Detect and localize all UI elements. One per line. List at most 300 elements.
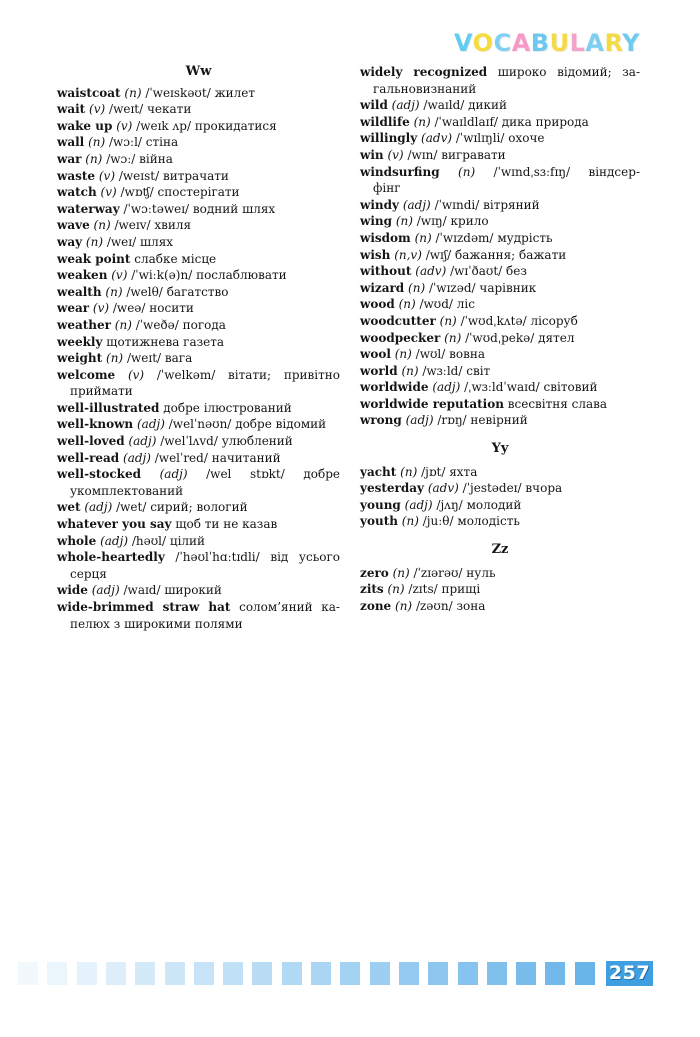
translation: нуль (466, 565, 496, 580)
part-of-speech: (n) (395, 214, 413, 229)
part-of-speech: (n) (85, 234, 103, 249)
transcription: /ˈwʊdˌkʌtə/ (460, 313, 527, 328)
transcription: /weɪv/ (114, 218, 151, 233)
part-of-speech: (n) (444, 330, 462, 345)
headword: wet (57, 500, 81, 515)
headword: youth (360, 514, 398, 529)
strip-square (252, 962, 272, 985)
headword: wizard (360, 280, 405, 295)
part-of-speech: (n) (414, 230, 432, 245)
entry-line (57, 317, 340, 334)
part-of-speech: (n) (394, 347, 412, 362)
vocab-entry (360, 230, 640, 247)
part-of-speech: (v) (100, 185, 117, 200)
part-of-speech: (adj) (128, 434, 157, 449)
strip-square (428, 962, 448, 985)
transcription: /weɪk ʌp/ (136, 118, 192, 133)
vocab-entry (360, 598, 640, 615)
translation: світовий (543, 380, 598, 395)
vocab-entry (360, 164, 640, 197)
headword: wait (57, 102, 86, 117)
transcription: /ˈwɪlɪŋli/ (455, 131, 505, 146)
entry-line (57, 466, 340, 483)
translation-continuation: укомплектований (70, 483, 184, 498)
right-column (360, 64, 640, 614)
title-letter: U (549, 29, 570, 57)
transcription: /wɒʧ/ (120, 185, 154, 200)
translation: прищі (441, 582, 481, 597)
strip-square (516, 962, 536, 985)
translation: дикий (468, 98, 508, 113)
strip-square (77, 962, 97, 985)
headword: well-stocked (57, 467, 142, 482)
vocab-entry (360, 464, 640, 481)
part-of-speech: (adv) (415, 264, 447, 279)
transcription: /wet/ (116, 500, 147, 515)
headword: well-loved (57, 434, 125, 449)
part-of-speech: (adj) (404, 497, 433, 512)
vocab-entry (360, 363, 640, 380)
headword: yesterday (360, 481, 425, 496)
translation: сирий; вологий (150, 500, 248, 515)
transcription: /waɪld/ (423, 98, 465, 113)
vocab-entry (57, 533, 340, 550)
entry-line (57, 300, 340, 317)
vocab-entry (57, 284, 340, 301)
transcription: /wɜːld/ (422, 363, 463, 378)
vocab-entry (360, 581, 640, 598)
transcription: /waɪd/ (123, 583, 161, 598)
transcription: /jʌŋ/ (436, 497, 463, 512)
part-of-speech: (n) (85, 151, 103, 166)
headword: wave (57, 218, 90, 233)
headword: wish (360, 247, 391, 262)
part-of-speech: (adv) (421, 131, 453, 146)
vocab-entry (57, 217, 340, 234)
transcription: /zəʊn/ (415, 598, 453, 613)
vocab-entry (57, 549, 340, 582)
translation: солом’яний ка- (239, 600, 340, 614)
vocab-entry (57, 416, 340, 433)
headword: world (360, 363, 398, 378)
translation: ліс (456, 297, 475, 312)
headword: weekly (57, 334, 103, 349)
letter-heading: Ww (185, 64, 212, 79)
transcription: /ˈwiːk(ə)n/ (131, 268, 193, 283)
entry-line (57, 433, 340, 450)
headword: weaken (57, 268, 108, 283)
part-of-speech: (n) (413, 114, 431, 129)
entry-line (360, 230, 640, 247)
transcription: /weɪt/ (109, 102, 144, 117)
headword: worldwide (360, 380, 429, 395)
transcription: /jɒt/ (421, 464, 446, 479)
headword: well-known (57, 417, 134, 432)
entry-line (360, 379, 640, 396)
part-of-speech: (adv) (427, 481, 459, 496)
entry-line (360, 114, 640, 131)
headword: waterway (57, 201, 120, 216)
part-of-speech: (n) (439, 313, 457, 328)
transcription: /weɪt/ (126, 351, 162, 366)
entry-line (360, 147, 640, 164)
letter-heading: Yy (491, 441, 509, 457)
vocab-entry (57, 499, 340, 516)
page-number: 257 (606, 961, 653, 986)
transcription: /wɪn/ (407, 147, 438, 162)
part-of-speech: (n) (398, 297, 416, 312)
headword: windsurfing (360, 164, 440, 179)
entry-line (57, 533, 340, 550)
transcription: /ˈweðə/ (135, 317, 179, 332)
translation: вага (164, 351, 193, 366)
headword: zits (360, 582, 384, 597)
translation: витрачати (162, 168, 229, 183)
strip-square (487, 962, 507, 985)
translation: вовна (449, 347, 486, 362)
entry-line (57, 134, 340, 151)
transcription: /wɪʃ/ (425, 247, 452, 262)
vocab-entry (360, 497, 640, 514)
translation: добре ілюстрований (163, 400, 292, 415)
part-of-speech: (n) (408, 280, 426, 295)
entry-line (360, 363, 640, 380)
headword: wildlife (360, 114, 410, 129)
entry-line (360, 565, 640, 582)
headword: well-illustrated (57, 400, 160, 415)
vocab-entry (57, 184, 340, 201)
part-of-speech: (n) (93, 218, 111, 233)
translation: широкий (164, 583, 222, 598)
part-of-speech: (n) (458, 164, 476, 179)
headword: well-read (57, 450, 120, 465)
entry-line (57, 284, 340, 301)
strip-square (282, 962, 302, 985)
transcription: /ˈwɪzəd/ (428, 280, 476, 295)
part-of-speech: (v) (98, 168, 116, 183)
entry-line (360, 513, 640, 530)
transcription: /welˈnəʊn/ (168, 417, 232, 432)
entry-line (57, 251, 340, 268)
translation: віндсер- (588, 164, 640, 179)
vocab-entry (360, 296, 640, 313)
headword: whatever you say (57, 517, 172, 532)
headword: waste (57, 168, 96, 183)
title-letter: B (530, 29, 550, 57)
entry-line (57, 350, 340, 367)
translation: стіна (145, 135, 179, 150)
entry-line (57, 101, 340, 118)
vocab-entry (57, 201, 340, 218)
part-of-speech: (n) (88, 135, 106, 150)
vocab-entry (57, 134, 340, 151)
translation: жилет (214, 85, 255, 100)
vocab-entry (57, 101, 340, 118)
strip-square (458, 962, 478, 985)
title-letter: R (604, 29, 623, 57)
headword: whole-heartedly (57, 550, 165, 565)
part-of-speech: (n) (124, 85, 142, 100)
translation: бажання; бажати (455, 247, 567, 262)
headword: wide-brimmed straw hat (57, 600, 231, 614)
part-of-speech: (n) (400, 464, 418, 479)
part-of-speech: (n) (395, 598, 413, 613)
transcription: /welˈred/ (154, 450, 208, 465)
transcription: /welθ/ (126, 284, 163, 299)
strip-square (135, 962, 155, 985)
entry-line (57, 549, 340, 566)
title-letter: L (569, 29, 586, 57)
part-of-speech: (v) (127, 367, 145, 382)
entry-line (57, 499, 340, 516)
headword: whole (57, 533, 97, 548)
entry-line (57, 184, 340, 201)
translation: від усього (270, 550, 340, 565)
vocab-entry (360, 313, 640, 330)
letter-heading: Zz (491, 542, 509, 558)
headword: wealth (57, 284, 102, 299)
vocab-entry (57, 234, 340, 251)
strip-square (18, 962, 38, 985)
translation: вигравати (441, 147, 506, 162)
entry-line (360, 598, 640, 615)
headword: woodpecker (360, 330, 441, 345)
title-letter: O (472, 29, 494, 57)
vocab-entry (57, 582, 340, 599)
entry-line (57, 367, 340, 384)
part-of-speech: (n) (387, 582, 405, 597)
translation: прокидатися (194, 118, 277, 133)
translation: лісоруб (530, 313, 578, 328)
part-of-speech: (n,v) (394, 247, 422, 262)
part-of-speech: (v) (111, 268, 128, 283)
entry-line (360, 263, 640, 280)
entry-line (57, 516, 340, 533)
headword: wide (57, 583, 88, 598)
part-of-speech: (n) (401, 363, 419, 378)
vocab-entry (360, 213, 640, 230)
title-letter: Y (622, 29, 640, 57)
part-of-speech: (adj) (137, 417, 165, 432)
entry-line (360, 296, 640, 313)
vocab-entry (360, 147, 640, 164)
entry-line (57, 400, 340, 417)
strip-square (311, 962, 331, 985)
transcription: /wɔː/ (106, 151, 136, 166)
vocab-entry (57, 85, 340, 102)
part-of-speech: (n) (401, 514, 419, 529)
entry-line (57, 118, 340, 135)
transcription: /welˈlʌvd/ (160, 434, 218, 449)
vocab-entry (57, 251, 340, 268)
headword: zone (360, 598, 392, 613)
part-of-speech: (adj) (159, 467, 188, 482)
vocab-entry (360, 280, 640, 297)
part-of-speech: (n) (106, 351, 124, 366)
vocab-entry (360, 263, 640, 280)
vocab-entry (57, 118, 340, 135)
entry-line (57, 217, 340, 234)
part-of-speech: (adj) (84, 500, 113, 515)
translation: щотижнева газета (106, 334, 225, 349)
vocab-entry (57, 267, 340, 284)
vocab-entry (360, 346, 640, 363)
transcription: /ˈwɪndi/ (434, 197, 480, 212)
translation: вчора (525, 481, 563, 496)
strip-square (399, 962, 419, 985)
transcription: /wɪŋ/ (416, 214, 447, 229)
title-letter: A (585, 29, 605, 57)
translation: зона (456, 598, 486, 613)
translation: погода (182, 317, 226, 332)
transcription: /ˈwɔːtəweɪ/ (123, 201, 190, 216)
headword: weight (57, 351, 103, 366)
translation: всесвітня слава (507, 396, 608, 411)
entry-line (57, 599, 340, 616)
translation: добре відомий (235, 417, 327, 432)
entry-line (57, 267, 340, 284)
translation: мудрість (497, 230, 553, 245)
translation: послаблювати (196, 268, 287, 283)
vocab-entry (360, 330, 640, 347)
transcription: /ˈwelkəm/ (156, 367, 216, 382)
entry-line (360, 247, 640, 264)
vocab-entry (360, 513, 640, 530)
translation: шлях (139, 234, 174, 249)
headword: way (57, 234, 83, 249)
headword: wild (360, 98, 388, 113)
part-of-speech: (v) (92, 301, 110, 316)
translation: щоб ти не казав (175, 517, 278, 532)
entry-line (360, 280, 640, 297)
vocab-entry (57, 516, 340, 533)
part-of-speech: (adj) (91, 583, 120, 598)
part-of-speech: (n) (392, 565, 410, 580)
headword: young (360, 497, 401, 512)
translation: світ (466, 363, 491, 378)
entry-line (360, 330, 640, 347)
transcription: /weə/ (112, 301, 146, 316)
transcription: /zɪts/ (408, 582, 438, 597)
entry-line (57, 416, 340, 433)
headword: war (57, 151, 82, 166)
translation: без (506, 264, 527, 279)
transcription: /ˈwɪndˌsɜːfɪŋ/ (493, 164, 571, 179)
translation: яхта (449, 464, 478, 479)
part-of-speech: (n) (114, 317, 132, 332)
entry-line (360, 464, 640, 481)
translation: охоче (508, 131, 545, 146)
translation: молодий (466, 497, 522, 512)
entry-line (57, 582, 340, 599)
translation: широко відомий; за- (497, 65, 641, 79)
headword: willingly (360, 131, 418, 146)
headword: welcome (57, 367, 116, 382)
headword: zero (360, 565, 389, 580)
entry-line (360, 581, 640, 598)
translation: добре (303, 467, 340, 482)
part-of-speech: (v) (387, 147, 404, 162)
strip-square (223, 962, 243, 985)
translation: начитаний (211, 450, 281, 465)
entry-line (57, 85, 340, 102)
vocab-entry (57, 367, 340, 400)
entry-line (57, 168, 340, 185)
strip-square (575, 962, 595, 985)
headword: wood (360, 297, 395, 312)
transcription: /wel stɒkt/ (206, 467, 285, 482)
transcription: /ˈwɪzdəm/ (435, 230, 494, 245)
entry-line (360, 412, 640, 429)
part-of-speech: (n) (105, 284, 123, 299)
headword: yacht (360, 464, 397, 479)
vocab-entry (360, 396, 640, 413)
transcription: /ˈzɪərəʊ/ (413, 565, 463, 580)
headword: widely recognized (360, 65, 488, 79)
entry-line (360, 130, 640, 147)
entry-line (57, 234, 340, 251)
translation-continuation: серця (70, 566, 107, 581)
vocab-entry (57, 151, 340, 168)
entry-line (360, 164, 640, 181)
headword: windy (360, 197, 399, 212)
entry-line (360, 346, 640, 363)
entry-line (360, 64, 640, 81)
transcription: /wʊd/ (419, 297, 453, 312)
entry-line (360, 313, 640, 330)
entry-line (360, 197, 640, 214)
title-letter: A (511, 29, 531, 57)
transcription: /ˈjestədeɪ/ (462, 481, 522, 496)
left-column (57, 64, 340, 632)
translation: спостерігати (157, 185, 240, 200)
vocab-entry (360, 114, 640, 131)
vocab-entry (360, 480, 640, 497)
part-of-speech: (v) (116, 118, 133, 133)
strip-square (545, 962, 565, 985)
strip-square (165, 962, 185, 985)
transcription: /ˈwaɪldlaɪf/ (434, 114, 498, 129)
headword: wing (360, 214, 393, 229)
headword: without (360, 264, 412, 279)
transcription: /weɪst/ (118, 168, 160, 183)
translation: невірний (470, 413, 528, 428)
transcription: /ˈhəʊlˈhɑːtɪdli/ (175, 550, 260, 565)
transcription: /weɪ/ (106, 234, 137, 249)
strip-square (370, 962, 390, 985)
part-of-speech: (adj) (100, 533, 129, 548)
translation: слабке місце (134, 251, 217, 266)
entry-line (360, 497, 640, 514)
transcription: /rɒŋ/ (437, 413, 467, 428)
vocab-entry (57, 300, 340, 317)
title-letter: C (493, 29, 512, 57)
vocab-entry (57, 168, 340, 185)
transcription: /wɪˈðaʊt/ (450, 264, 503, 279)
vocab-entry (360, 379, 640, 396)
translation: вітати; привітно (228, 367, 340, 382)
translation-continuation: пелюх з широкими полями (70, 616, 243, 631)
headword: win (360, 147, 384, 162)
entry-line (360, 396, 640, 413)
part-of-speech: (v) (89, 102, 106, 117)
transcription: /juːθ/ (422, 514, 454, 529)
vocab-entry (360, 97, 640, 114)
section-title (454, 31, 640, 55)
translation: хвиля (154, 218, 192, 233)
translation: багатство (166, 284, 229, 299)
part-of-speech: (adj) (432, 380, 461, 395)
